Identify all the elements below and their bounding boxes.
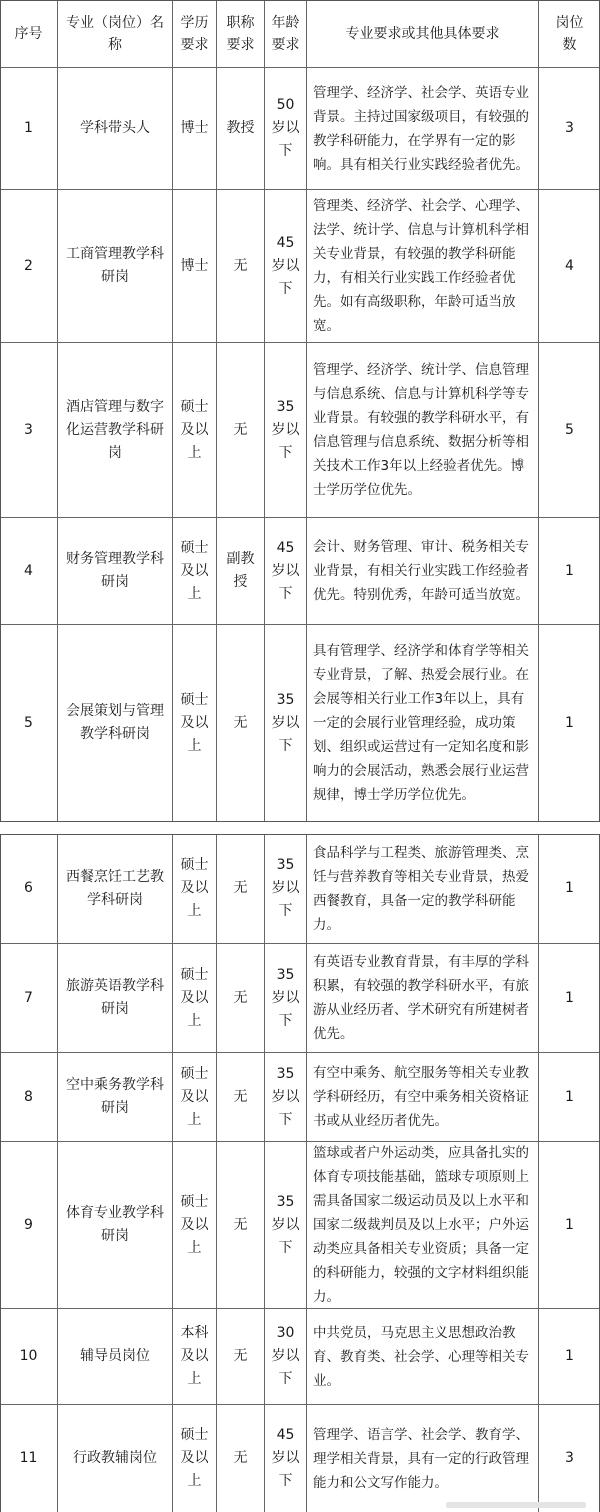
row-req: 有空中乘务、航空服务等相关专业教学科研经历，有空中乘务相关资格证书或从业经历者优先。 xyxy=(307,1053,539,1141)
row-age: 50岁以下 xyxy=(265,68,307,189)
row-age: 35岁以下 xyxy=(265,944,307,1052)
row-req: 篮球或者户外运动类，应具备扎实的体育专项技能基础，篮球专项原则上需具备国家二级运动员及以上水平和国家二级裁判员及以上水平；户外运动类应具备相关专业资质；具备一定的科研能力，较强的文字材料组织能力。 xyxy=(307,1142,539,1308)
row-count: 3 xyxy=(565,1450,574,1466)
header-no: 序号 xyxy=(0,0,58,67)
row-req: 管理学、经济学、统计学、信息管理与信息系统、信息与计算机科学等专业背景。有较强的教学科研水平，有信息管理与信息系统、数据分析等相关技术工作3年以上经验者优先。博士学历学位优先。 xyxy=(307,343,539,517)
row-count: 1 xyxy=(565,1348,574,1364)
row-name: 西餐烹饪工艺教学科研岗 xyxy=(58,834,173,943)
row-edu: 博士 xyxy=(173,68,217,189)
row-title: 无 xyxy=(217,1405,265,1512)
row-edu: 硕士及以上 xyxy=(173,834,217,943)
row-edu: 博士 xyxy=(173,190,217,342)
row-edu: 硕士及以上 xyxy=(173,1405,217,1512)
row-count: 1 xyxy=(565,989,574,1006)
row-count: 1 xyxy=(565,714,574,731)
row-name: 工商管理教学科研岗 xyxy=(58,190,173,342)
row-edu: 硕士及以上 xyxy=(173,1053,217,1141)
row-age: 35岁以下 xyxy=(265,834,307,943)
row-title: 无 xyxy=(217,944,265,1052)
row-name: 学科带头人 xyxy=(58,68,173,189)
row-req: 有英语专业教育背景，有丰厚的学科积累，有较强的教学科研水平，有旅游从业经历者、学术研究有所建树者优先。 xyxy=(307,944,539,1052)
header-req: 专业要求或其他具体要求 xyxy=(307,0,539,67)
header-title: 职称要求 xyxy=(217,0,265,67)
row-count: 3 xyxy=(565,120,574,136)
header-age: 年龄要求 xyxy=(265,0,307,67)
row-edu: 硕士及以上 xyxy=(173,1142,217,1308)
row-age: 30岁以下 xyxy=(265,1309,307,1404)
watermark-mark xyxy=(446,1502,586,1508)
row-title: 无 xyxy=(217,834,265,943)
row-title: 副教授 xyxy=(217,518,265,624)
row-req: 具有管理学、经济学和体育学等相关专业背景，了解、热爱会展行业。在会展等相关行业工作3年以上，具有一定的会展行业管理经验，成功策划、组织或运营过有一定知名度和影响力的会展活动，熟悉会展行业运营规律，博士学历学位优先。 xyxy=(307,625,539,821)
row-no: 2 xyxy=(0,190,58,342)
row-no: 4 xyxy=(0,518,58,624)
row-req: 会计、财务管理、审计、税务相关专业背景，有相关行业实践工作经验者优先。特别优秀，年龄可适当放宽。 xyxy=(307,518,539,624)
row-no: 8 xyxy=(0,1053,58,1141)
row-age: 45岁以下 xyxy=(265,190,307,342)
row-req: 管理学、经济学、社会学、英语专业背景。主持过国家级项目，有较强的教学科研能力，在学界有一定的影响。具有相关行业实践经验者优先。 xyxy=(307,68,539,189)
row-age: 35岁以下 xyxy=(265,625,307,821)
row-title: 无 xyxy=(217,190,265,342)
row-age: 45岁以下 xyxy=(265,518,307,624)
row-age: 35岁以下 xyxy=(265,1053,307,1141)
row-count: 1 xyxy=(565,880,574,896)
row-title: 无 xyxy=(217,343,265,517)
row-no: 11 xyxy=(0,1405,58,1512)
row-edu: 本科及以上 xyxy=(173,1309,217,1404)
row-count: 4 xyxy=(565,257,574,274)
table-border xyxy=(0,834,600,1512)
row-no: 6 xyxy=(0,834,58,943)
row-no: 1 xyxy=(0,68,58,189)
table-part-2 xyxy=(0,834,600,1512)
row-edu: 硕士及以上 xyxy=(173,944,217,1052)
row-count: 1 xyxy=(565,1088,574,1105)
row-name: 会展策划与管理教学科研岗 xyxy=(58,625,173,821)
header-count: 岗位数 xyxy=(555,14,584,53)
row-edu: 硕士及以上 xyxy=(173,625,217,821)
row-title: 无 xyxy=(217,1142,265,1308)
header-edu: 学历要求 xyxy=(173,0,217,67)
row-req: 管理学、语言学、社会学、教育学、理学相关背景，具有一定的行政管理能力和公文写作能力。 xyxy=(307,1405,539,1512)
row-req: 食品科学与工程类、旅游管理类、烹饪与营养教育等相关专业背景，热爱西餐教育，具备一定的教学科研能力。 xyxy=(307,834,539,943)
row-no: 7 xyxy=(0,944,58,1052)
row-count: 5 xyxy=(565,421,574,438)
row-name: 旅游英语教学科研岗 xyxy=(58,944,173,1052)
row-no: 3 xyxy=(0,343,58,517)
row-name: 辅导员岗位 xyxy=(58,1309,173,1404)
row-title: 教授 xyxy=(217,68,265,189)
row-edu: 硕士及以上 xyxy=(173,518,217,624)
row-no: 10 xyxy=(0,1309,58,1404)
row-req: 中共党员，马克思主义思想政治教育、教育类、社会学、心理等相关专业。 xyxy=(307,1309,539,1404)
row-name: 行政教辅岗位 xyxy=(58,1405,173,1512)
row-name: 空中乘务教学科研岗 xyxy=(58,1053,173,1141)
row-edu: 硕士及以上 xyxy=(173,343,217,517)
row-name: 体育专业教学科研岗 xyxy=(58,1142,173,1308)
row-count: 1 xyxy=(565,562,574,579)
row-age: 45岁以下 xyxy=(265,1405,307,1512)
row-age: 35岁以下 xyxy=(265,1142,307,1308)
row-title: 无 xyxy=(217,625,265,821)
row-no: 5 xyxy=(0,625,58,821)
row-age: 35岁以下 xyxy=(265,343,307,517)
row-no: 9 xyxy=(0,1142,58,1308)
row-name: 酒店管理与数字化运营教学科研岗 xyxy=(58,343,173,517)
row-req: 管理类、经济学、社会学、心理学、法学、统计学、信息与计算机科学相关专业背景，有较强的教学科研能力，有相关行业实践工作经验者优先。如有高级职称，年龄可适当放宽。 xyxy=(307,190,539,342)
header-name: 专业（岗位）名称 xyxy=(58,0,173,67)
row-name: 财务管理教学科研岗 xyxy=(58,518,173,624)
row-title: 无 xyxy=(217,1053,265,1141)
page-gap xyxy=(0,822,600,834)
row-title: 无 xyxy=(217,1309,265,1404)
row-count: 1 xyxy=(565,1216,574,1233)
